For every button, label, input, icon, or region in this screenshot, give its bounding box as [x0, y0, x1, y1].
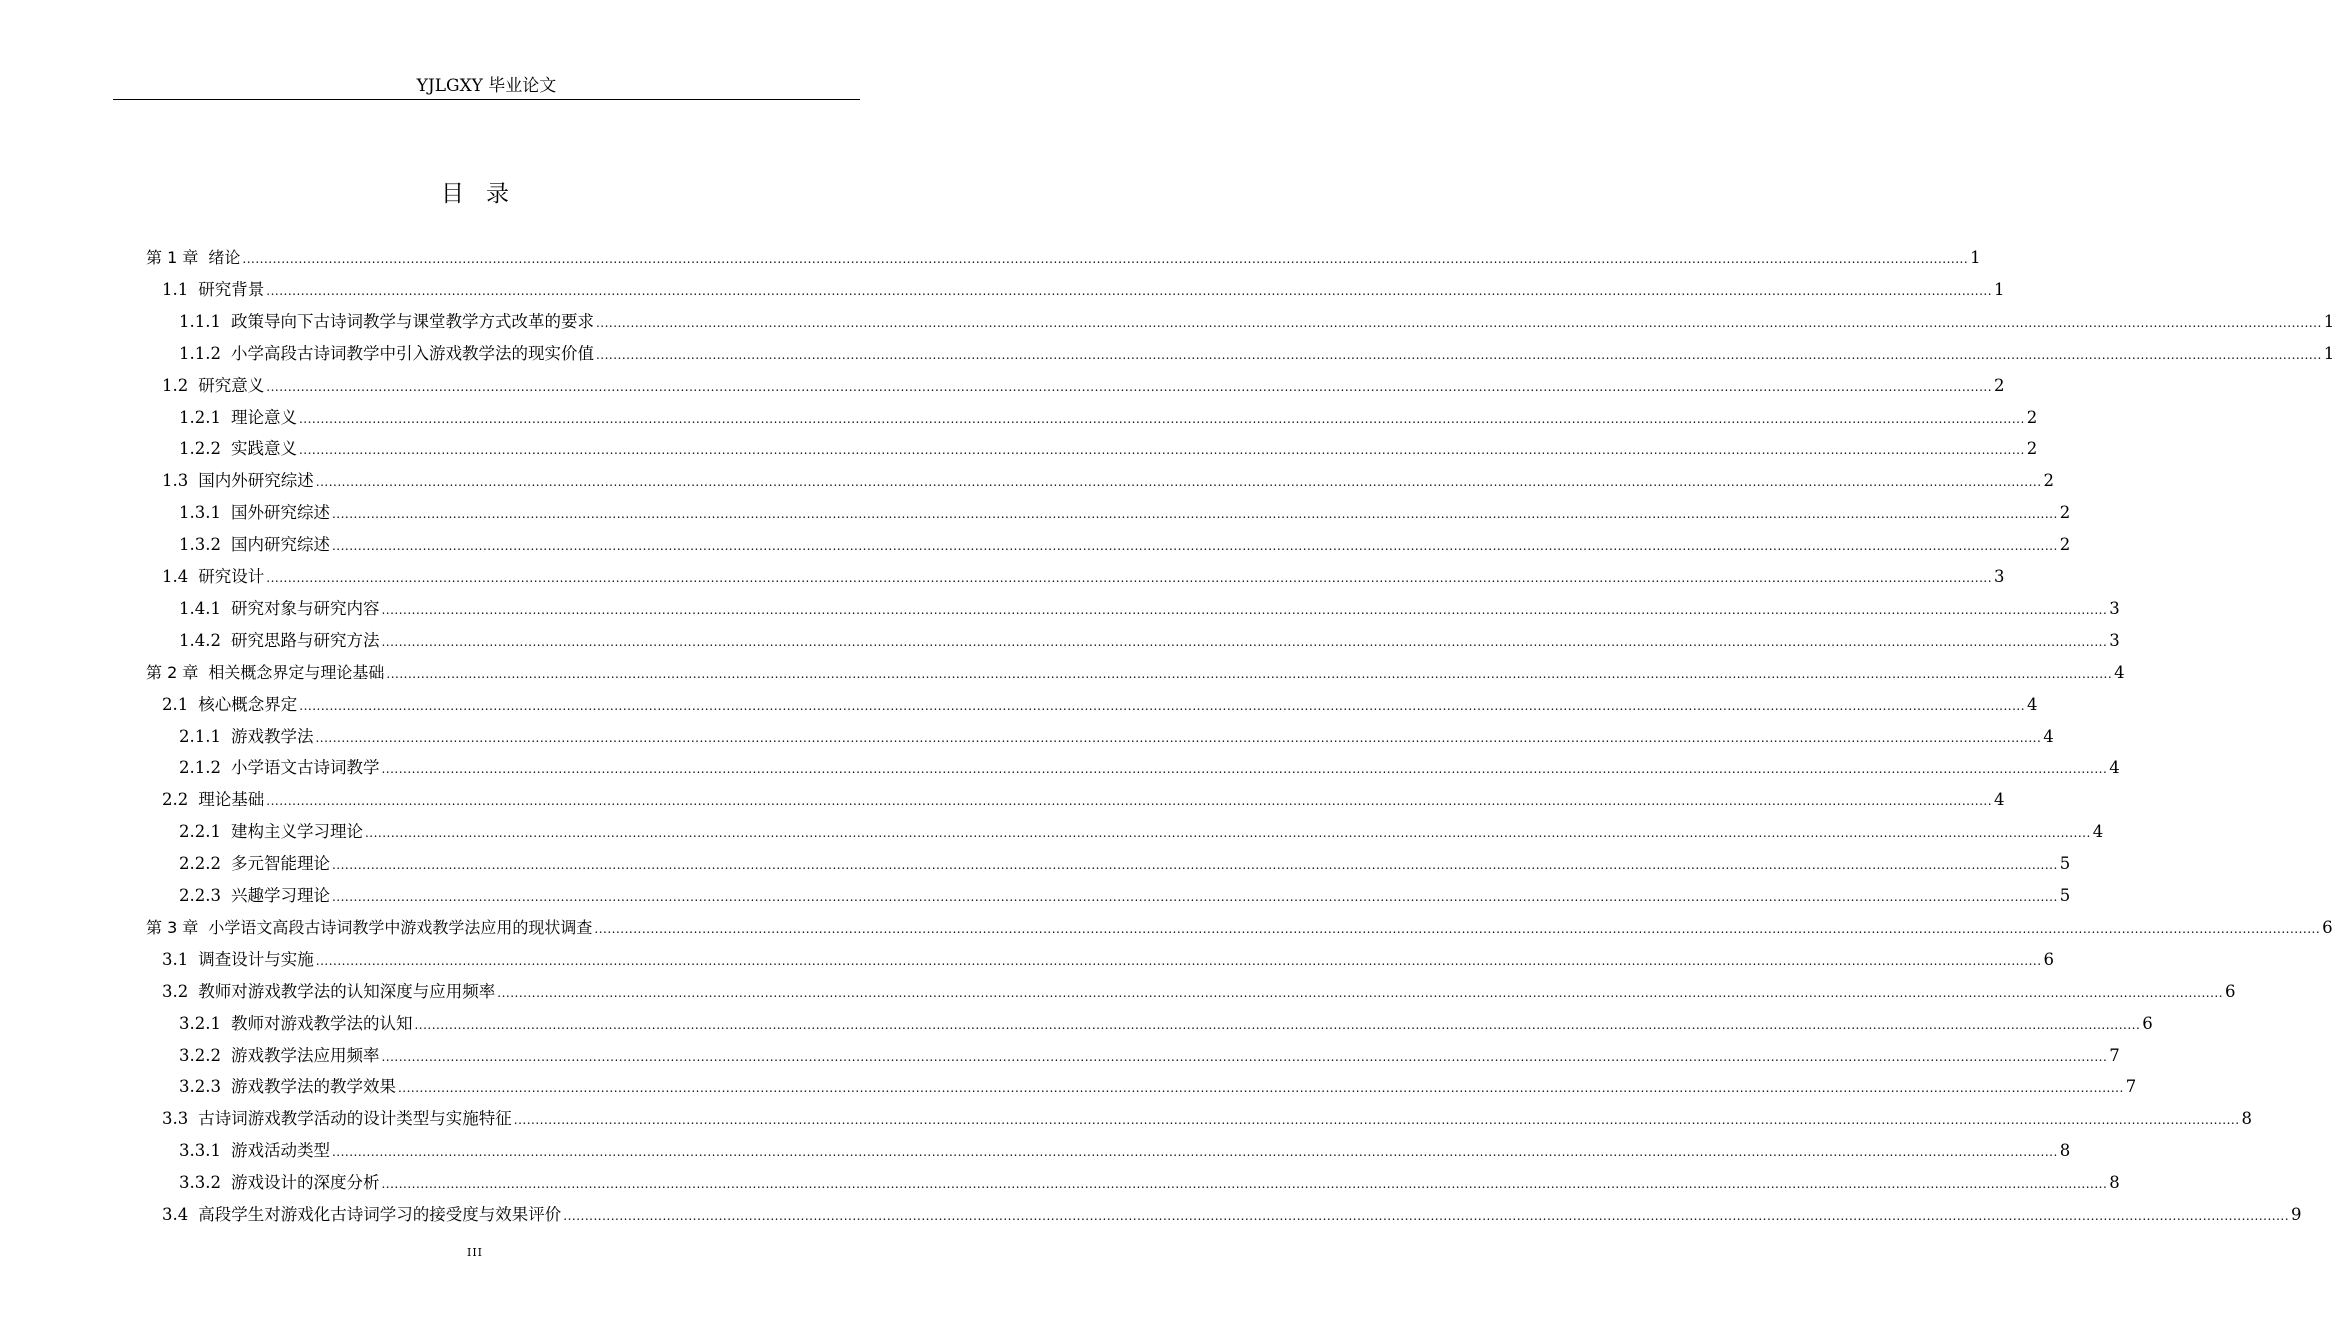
toc-entry-title: 游戏设计的深度分析 [230, 1173, 380, 1193]
toc-dot-leader: ................................................................................................................................................................................................................................................................................................................................................................................................................ [315, 475, 2042, 490]
toc-entry-label [179, 1073, 396, 1101]
toc-entry-number: 1.1 [162, 279, 189, 299]
toc-entry-number: 1.3.1 [179, 503, 221, 523]
toc-entry[interactable] [179, 882, 2071, 910]
toc-dot-leader: ................................................................................................................................................................................................................................................................................................................................................................................................................ [331, 1145, 2058, 1160]
toc-dot-leader: ................................................................................................................................................................................................................................................................................................................................................................................................................ [266, 283, 1993, 298]
toc-entry-page: 8 [2059, 1141, 2071, 1161]
toc-dot-leader: ................................................................................................................................................................................................................................................................................................................................................................................................................ [364, 826, 2091, 841]
toc-dot-leader: ................................................................................................................................................................................................................................................................................................................................................................................................................ [414, 1017, 2141, 1032]
toc-entry[interactable] [146, 244, 1981, 272]
toc-entry-page: 5 [2059, 854, 2071, 874]
header-rule [113, 99, 860, 100]
toc-entry-label [162, 691, 297, 719]
toc-dot-leader: ................................................................................................................................................................................................................................................................................................................................................................................................................ [331, 507, 2058, 522]
toc-entry[interactable] [179, 818, 2104, 846]
toc-entry-page: 4 [2114, 662, 2125, 682]
toc-entry-number: 3.2.2 [179, 1045, 221, 1065]
toc-entry-title: 小学高段古诗词教学中引入游戏教学法的现实价值 [230, 343, 594, 363]
toc-entry[interactable] [179, 850, 2071, 878]
toc-entry-label [179, 1042, 379, 1070]
toc-dot-leader: ................................................................................................................................................................................................................................................................................................................................................................................................................ [381, 634, 2108, 649]
toc-entry-page: 2 [2059, 535, 2071, 555]
toc-entry-number: 第 3 章 [146, 917, 199, 937]
toc-entry[interactable] [162, 786, 2005, 814]
toc-entry[interactable] [162, 946, 2055, 974]
toc-dot-leader: ................................................................................................................................................................................................................................................................................................................................................................................................................ [381, 1049, 2108, 1064]
toc-entry-number: 3.2.1 [179, 1013, 221, 1033]
toc-entry-number: 3.1 [162, 949, 189, 969]
toc-entry-number: 1.4.2 [179, 630, 221, 650]
toc-entry-number: 3.3.1 [179, 1141, 221, 1161]
toc-entry-page: 7 [2109, 1045, 2120, 1065]
toc-entry-title: 游戏教学法 [230, 726, 314, 746]
toc-entry-title: 建构主义学习理论 [230, 822, 363, 842]
toc-dot-leader: ................................................................................................................................................................................................................................................................................................................................................................................................................ [266, 794, 1993, 809]
toc-entry-title: 多元智能理论 [230, 854, 330, 874]
toc-entry-title: 国外研究综述 [230, 503, 330, 523]
toc-entry-number: 3.4 [162, 1205, 189, 1224]
toc-dot-leader: ................................................................................................................................................................................................................................................................................................................................................................................................................ [315, 953, 2042, 968]
toc-entry-number: 2.2 [162, 790, 189, 810]
toc-entry-title: 国内研究综述 [230, 535, 330, 555]
toc-entry-title: 理论意义 [230, 407, 297, 427]
toc-entry-title: 小学语文高段古诗词教学中游戏教学法应用的现状调查 [208, 917, 593, 937]
toc-entry-number: 3.3.2 [179, 1173, 221, 1193]
toc-dot-leader: ................................................................................................................................................................................................................................................................................................................................................................................................................ [594, 921, 2321, 936]
toc-dot-leader: ................................................................................................................................................................................................................................................................................................................................................................................................................ [298, 411, 2025, 426]
toc-dot-leader: ................................................................................................................................................................................................................................................................................................................................................................................................................ [242, 252, 1969, 266]
toc-dot-leader: ................................................................................................................................................................................................................................................................................................................................................................................................................ [497, 985, 2224, 1000]
toc-entry[interactable] [179, 754, 2120, 782]
toc-entry-page: 4 [2109, 758, 2120, 778]
toc-entry-page: 4 [2092, 822, 2104, 842]
toc-entry-title: 古诗词游戏教学活动的设计类型与实施特征 [198, 1109, 512, 1129]
toc-entry-number: 1.1.2 [179, 343, 221, 363]
toc-entry-label [162, 1105, 512, 1133]
toc-entry-title: 游戏教学法的教学效果 [230, 1077, 396, 1097]
toc-entry-page: 3 [2109, 630, 2120, 650]
toc-entry-number: 2.2.2 [179, 854, 221, 874]
running-header: YJLGXY 毕业论文 [416, 76, 557, 96]
toc-entry-title: 绪论 [208, 248, 241, 267]
toc-entry[interactable] [179, 531, 2071, 559]
toc-entry-title: 实践意义 [230, 439, 297, 459]
toc-entry[interactable] [179, 1042, 2120, 1070]
toc-entry-label [179, 435, 297, 463]
toc-entry-number: 1.2.2 [179, 439, 221, 459]
toc-entry[interactable] [179, 1137, 2071, 1165]
toc-entry-page: 8 [2241, 1109, 2253, 1129]
toc-entry-page: 2 [1994, 375, 2005, 395]
toc-entry-label [146, 244, 240, 272]
toc-entry-label [179, 850, 330, 878]
toc-entry-label [179, 404, 297, 432]
toc-entry-title: 相关概念界定与理论基础 [208, 662, 385, 682]
toc-entry-title: 游戏教学法应用频率 [230, 1045, 380, 1065]
toc-entry[interactable] [179, 1073, 2137, 1101]
toc-entry[interactable] [146, 914, 2333, 942]
toc-entry[interactable] [179, 1010, 2153, 1038]
toc-entry-page: 6 [2225, 981, 2236, 1001]
toc-entry-page: 2 [2026, 407, 2038, 427]
toc-entry-page: 6 [2322, 917, 2333, 937]
toc-entry-title: 游戏活动类型 [230, 1141, 330, 1161]
toc-entry-page: 6 [2043, 949, 2055, 969]
toc-entry-title: 兴趣学习理论 [230, 886, 330, 905]
toc-entry-label [162, 946, 314, 974]
toc-entry[interactable] [179, 308, 2334, 336]
toc-entry-number: 2.1.1 [179, 726, 221, 746]
toc-entry-label [179, 627, 379, 655]
toc-entry[interactable] [162, 563, 2005, 591]
toc-entry[interactable] [179, 499, 2071, 527]
toc-entry-title: 教师对游戏教学法的认知 [230, 1013, 413, 1033]
toc-entry-title: 研究设计 [198, 567, 265, 586]
toc-entry-number: 2.1.2 [179, 758, 221, 778]
toc-entry-title: 调查设计与实施 [198, 949, 314, 969]
toc-entry-page: 2 [2043, 471, 2055, 491]
toc-entry-label [179, 308, 594, 336]
toc-dot-leader: ................................................................................................................................................................................................................................................................................................................................................................................................................ [266, 571, 1993, 585]
toc-entry[interactable] [162, 1105, 2253, 1133]
toc-dot-leader: ................................................................................................................................................................................................................................................................................................................................................................................................................ [595, 315, 2322, 330]
toc-entry[interactable] [179, 627, 2120, 655]
toc-entry[interactable] [162, 1201, 2302, 1229]
toc-dot-leader: ................................................................................................................................................................................................................................................................................................................................................................................................................ [386, 666, 2113, 681]
toc-entry-page: 3 [1994, 567, 2005, 586]
toc-entry-number: 3.2.3 [179, 1077, 221, 1097]
toc-entry-label [162, 1201, 561, 1229]
toc-entry-label [162, 467, 314, 495]
toc-entry-page: 6 [2142, 1013, 2153, 1033]
toc-entry[interactable] [179, 340, 2334, 368]
toc-entry-title: 研究思路与研究方法 [230, 630, 380, 650]
toc-dot-leader: ................................................................................................................................................................................................................................................................................................................................................................................................................ [397, 1081, 2124, 1096]
toc-entry-number: 1.3 [162, 471, 189, 491]
toc-entry-number: 2.2.3 [179, 886, 221, 905]
toc-dot-leader: ................................................................................................................................................................................................................................................................................................................................................................................................................ [331, 539, 2058, 554]
toc-entry-number: 1.2 [162, 375, 189, 395]
toc-entry-label [179, 1010, 412, 1038]
toc-dot-leader: ................................................................................................................................................................................................................................................................................................................................................................................................................ [315, 730, 2042, 745]
toc-entry[interactable] [162, 372, 2005, 400]
toc-entry-label [179, 531, 330, 559]
toc-entry-title: 理论基础 [198, 790, 265, 810]
toc-entry-number: 2.2.1 [179, 822, 221, 842]
toc-entry[interactable] [162, 978, 2236, 1006]
toc-entry-label [179, 882, 330, 910]
toc-entry-page: 2 [2026, 439, 2038, 459]
toc-dot-leader: ................................................................................................................................................................................................................................................................................................................................................................................................................ [331, 890, 2058, 904]
toc-entry[interactable] [179, 435, 2038, 463]
toc-entry[interactable] [146, 659, 2125, 687]
toc-entry-number: 第 2 章 [146, 662, 199, 682]
toc-entry-title: 高段学生对游戏化古诗词学习的接受度与效果评价 [198, 1205, 562, 1224]
toc-dot-leader: ................................................................................................................................................................................................................................................................................................................................................................................................................ [299, 698, 2026, 713]
toc-dot-leader: ................................................................................................................................................................................................................................................................................................................................................................................................................ [563, 1209, 2290, 1223]
toc-title: 目录 [441, 181, 531, 207]
toc-entry-number: 3.3 [162, 1109, 189, 1129]
page-number: III [466, 1246, 484, 1259]
toc-entry[interactable] [179, 404, 2038, 432]
toc-entry-title: 政策导向下古诗词教学与课堂教学方式改革的要求 [230, 311, 594, 331]
toc-dot-leader: ................................................................................................................................................................................................................................................................................................................................................................................................................ [381, 1177, 2108, 1192]
toc-entry-title: 研究对象与研究内容 [230, 598, 380, 618]
toc-entry-label [162, 978, 495, 1006]
toc-entry-label [179, 754, 379, 782]
toc-entry-label [146, 659, 384, 687]
toc-entry-page: 9 [2291, 1205, 2302, 1224]
toc-entry-number: 1.4.1 [179, 598, 221, 618]
toc-entry-page: 4 [2043, 726, 2054, 746]
toc-entry-page: 7 [2125, 1077, 2137, 1097]
toc-entry-page: 3 [2109, 598, 2120, 618]
toc-entry-label [162, 563, 264, 591]
toc-entry-page: 4 [1994, 790, 2005, 810]
toc-entry-number: 1.2.1 [179, 407, 221, 427]
toc-entry-title: 核心概念界定 [198, 694, 298, 714]
toc-entry-label [179, 818, 363, 846]
toc-entry-page: 1 [2323, 311, 2334, 331]
toc-dot-leader: ................................................................................................................................................................................................................................................................................................................................................................................................................ [331, 858, 2058, 873]
toc-entry-number: 1.3.2 [179, 535, 221, 555]
toc-entry-number: 1.4 [162, 567, 189, 586]
toc-entry-page: 1 [1970, 248, 1981, 267]
toc-entry[interactable] [179, 723, 2054, 751]
toc-entry-label [179, 1137, 330, 1165]
toc-entry-title: 研究意义 [198, 375, 265, 395]
toc-entry-label [179, 499, 330, 527]
toc-dot-leader: ................................................................................................................................................................................................................................................................................................................................................................................................................ [266, 379, 1993, 394]
toc-dot-leader: ................................................................................................................................................................................................................................................................................................................................................................................................................ [595, 347, 2322, 362]
toc-entry-label [179, 1169, 379, 1197]
toc-entry-label [162, 372, 264, 400]
toc-dot-leader: ................................................................................................................................................................................................................................................................................................................................................................................................................ [381, 602, 2108, 617]
toc-entry-title: 小学语文古诗词教学 [230, 758, 380, 778]
toc-dot-leader: ................................................................................................................................................................................................................................................................................................................................................................................................................ [513, 1113, 2240, 1128]
toc-entry-page: 1 [2323, 343, 2334, 363]
toc-entry-label [162, 276, 264, 304]
toc-entry-page: 4 [2027, 694, 2038, 714]
toc-entry-number: 第 1 章 [146, 248, 199, 267]
toc-entry-label [179, 595, 379, 623]
toc-entry-title: 教师对游戏教学法的认知深度与应用频率 [198, 981, 496, 1001]
toc-entry[interactable] [162, 467, 2055, 495]
toc-entry[interactable] [162, 276, 2005, 304]
toc-entry-page: 8 [2109, 1173, 2120, 1193]
toc-entry-page: 1 [1994, 279, 2005, 299]
toc-entry[interactable] [179, 1169, 2120, 1197]
toc-entry[interactable] [179, 595, 2120, 623]
toc-entry-label [179, 723, 313, 751]
toc-entry-number: 3.2 [162, 981, 189, 1001]
toc-entry-label [146, 914, 592, 942]
toc-entry-number: 1.1.1 [179, 311, 221, 331]
toc-entry-title: 国内外研究综述 [198, 471, 314, 491]
toc-entry-label [179, 340, 594, 368]
toc-entry-page: 5 [2059, 886, 2071, 905]
toc-dot-leader: ................................................................................................................................................................................................................................................................................................................................................................................................................ [298, 443, 2025, 458]
toc-dot-leader: ................................................................................................................................................................................................................................................................................................................................................................................................................ [381, 762, 2108, 777]
toc-entry-number: 2.1 [162, 694, 189, 714]
toc-entry-title: 研究背景 [198, 279, 265, 299]
toc-entry-label [162, 786, 264, 814]
toc-entry[interactable] [162, 691, 2038, 719]
toc-entry-page: 2 [2059, 503, 2071, 523]
